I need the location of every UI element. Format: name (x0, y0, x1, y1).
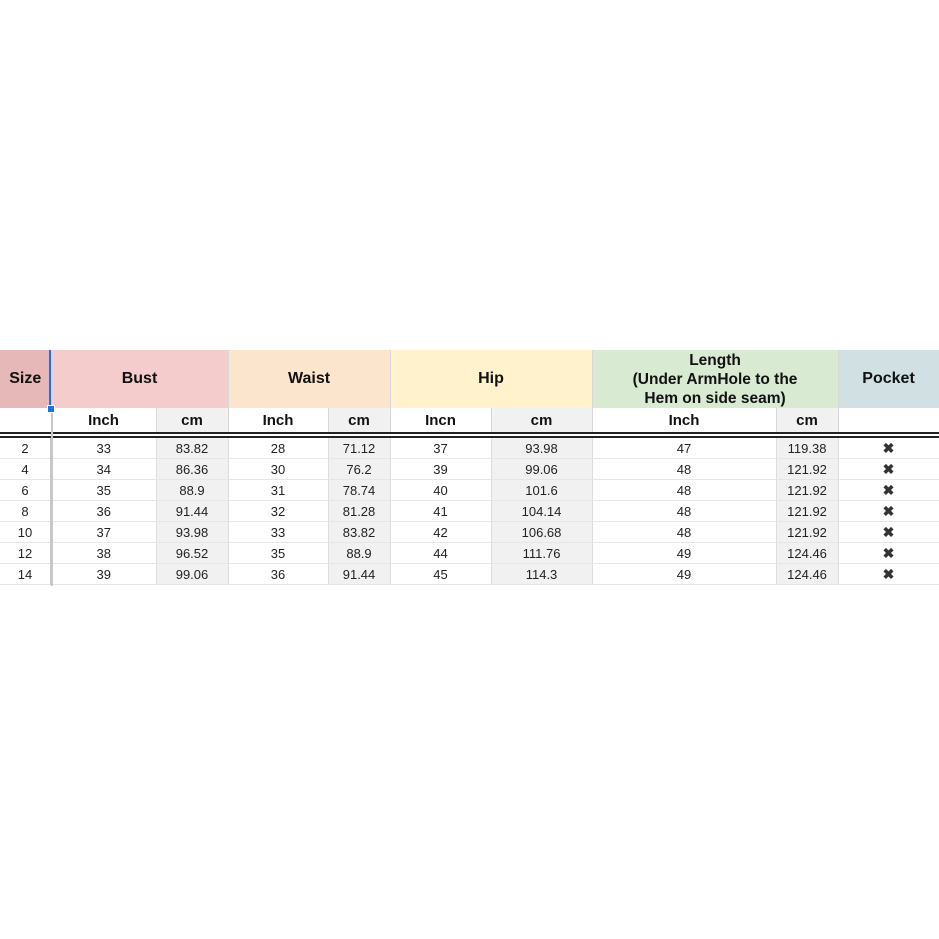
bust-cm-cell[interactable]: 86.36 (156, 459, 228, 480)
length-inch-cell[interactable]: 48 (592, 522, 776, 543)
length-inch-cell[interactable]: 48 (592, 480, 776, 501)
length-cm-cell[interactable]: 121.92 (776, 459, 838, 480)
length-inch-cell[interactable]: 47 (592, 437, 776, 459)
hip-inch-cell[interactable]: 39 (390, 459, 491, 480)
bust-cm-cell[interactable]: 88.9 (156, 480, 228, 501)
hip-cm-cell[interactable]: 114.3 (491, 564, 592, 585)
hip-cm-cell[interactable]: 111.76 (491, 543, 592, 564)
hip-cm-cell[interactable]: 106.68 (491, 522, 592, 543)
table-row (0, 522, 939, 543)
size-chart-table (0, 350, 939, 585)
unit-bust-cm[interactable]: cm (156, 408, 228, 433)
hip-inch-cell[interactable]: 40 (390, 480, 491, 501)
size-chart-sheet (0, 350, 939, 585)
bust-cm-cell[interactable]: 96.52 (156, 543, 228, 564)
frozen-column-divider (51, 408, 53, 586)
hip-inch-cell[interactable]: 41 (390, 501, 491, 522)
size-cell[interactable]: 4 (0, 459, 51, 480)
hip-cm-cell[interactable]: 93.98 (491, 437, 592, 459)
table-row (0, 437, 939, 459)
header-bust[interactable]: Bust (51, 350, 228, 408)
bust-inch-cell[interactable]: 36 (51, 501, 156, 522)
length-inch-cell[interactable]: 49 (592, 543, 776, 564)
waist-inch-cell[interactable]: 30 (228, 459, 328, 480)
pocket-cell[interactable] (838, 543, 939, 564)
bust-inch-cell[interactable]: 38 (51, 543, 156, 564)
hip-inch-cell[interactable]: 37 (390, 437, 491, 459)
hip-inch-cell[interactable]: 42 (390, 522, 491, 543)
size-cell[interactable]: 10 (0, 522, 51, 543)
table-row (0, 543, 939, 564)
header-size[interactable]: Size (0, 350, 51, 408)
waist-cm-cell[interactable]: 78.74 (328, 480, 390, 501)
unit-hip-inch[interactable]: Incn (390, 408, 491, 433)
hip-cm-cell[interactable]: 101.6 (491, 480, 592, 501)
close-icon: ✖ (882, 523, 895, 540)
bust-inch-cell[interactable]: 39 (51, 564, 156, 585)
unit-header-row (0, 408, 939, 433)
unit-pocket-blank[interactable] (838, 408, 939, 433)
bust-cm-cell[interactable]: 99.06 (156, 564, 228, 585)
header-length[interactable]: Length (Under ArmHole to the Hem on side seam) (592, 350, 838, 408)
header-pocket[interactable]: Pocket (838, 350, 939, 408)
data-rows (0, 437, 939, 585)
waist-cm-cell[interactable]: 88.9 (328, 543, 390, 564)
waist-inch-cell[interactable]: 32 (228, 501, 328, 522)
table-row (0, 459, 939, 480)
size-cell[interactable]: 8 (0, 501, 51, 522)
waist-cm-cell[interactable]: 81.28 (328, 501, 390, 522)
table-row (0, 480, 939, 501)
hip-cm-cell[interactable]: 99.06 (491, 459, 592, 480)
close-icon: ✖ (882, 544, 895, 561)
waist-inch-cell[interactable]: 33 (228, 522, 328, 543)
length-cm-cell[interactable]: 121.92 (776, 522, 838, 543)
length-cm-cell[interactable]: 124.46 (776, 564, 838, 585)
close-icon: ✖ (882, 481, 895, 498)
pocket-cell[interactable] (838, 437, 939, 459)
header-hip[interactable]: Hip (390, 350, 592, 408)
pocket-cell[interactable] (838, 522, 939, 543)
hip-inch-cell[interactable]: 45 (390, 564, 491, 585)
waist-inch-cell[interactable]: 31 (228, 480, 328, 501)
length-cm-cell[interactable]: 119.38 (776, 437, 838, 459)
length-cm-cell[interactable]: 121.92 (776, 501, 838, 522)
table-row (0, 501, 939, 522)
close-icon: ✖ (882, 565, 895, 582)
header-waist[interactable]: Waist (228, 350, 390, 408)
length-cm-cell[interactable]: 124.46 (776, 543, 838, 564)
size-cell[interactable]: 6 (0, 480, 51, 501)
hip-inch-cell[interactable]: 44 (390, 543, 491, 564)
length-inch-cell[interactable]: 48 (592, 459, 776, 480)
unit-bust-inch[interactable]: Inch (51, 408, 156, 433)
unit-size-blank[interactable] (0, 408, 51, 433)
waist-inch-cell[interactable]: 28 (228, 437, 328, 459)
waist-cm-cell[interactable]: 91.44 (328, 564, 390, 585)
length-inch-cell[interactable]: 49 (592, 564, 776, 585)
bust-inch-cell[interactable]: 35 (51, 480, 156, 501)
unit-length-inch[interactable]: Inch (592, 408, 776, 433)
table-row (0, 564, 939, 585)
length-inch-cell[interactable]: 48 (592, 501, 776, 522)
pocket-cell[interactable] (838, 459, 939, 480)
bust-cm-cell[interactable]: 91.44 (156, 501, 228, 522)
pocket-cell[interactable] (838, 564, 939, 585)
close-icon: ✖ (882, 439, 895, 456)
waist-cm-cell[interactable]: 83.82 (328, 522, 390, 543)
pocket-cell[interactable] (838, 501, 939, 522)
pocket-cell[interactable] (838, 480, 939, 501)
size-cell[interactable]: 14 (0, 564, 51, 585)
waist-inch-cell[interactable]: 36 (228, 564, 328, 585)
unit-hip-cm[interactable]: cm (491, 408, 592, 433)
length-cm-cell[interactable]: 121.92 (776, 480, 838, 501)
waist-cm-cell[interactable]: 76.2 (328, 459, 390, 480)
group-header-row (0, 350, 939, 408)
size-cell[interactable]: 2 (0, 437, 51, 459)
waist-inch-cell[interactable]: 35 (228, 543, 328, 564)
close-icon: ✖ (882, 460, 895, 477)
close-icon: ✖ (882, 502, 895, 519)
bust-inch-cell[interactable]: 34 (51, 459, 156, 480)
unit-length-cm[interactable]: cm (776, 408, 838, 433)
waist-cm-cell[interactable]: 71.12 (328, 437, 390, 459)
selection-fill-handle[interactable] (47, 405, 55, 413)
hip-cm-cell[interactable]: 104.14 (491, 501, 592, 522)
bust-cm-cell[interactable]: 93.98 (156, 522, 228, 543)
unit-waist-inch[interactable]: Inch (228, 408, 328, 433)
size-cell[interactable]: 12 (0, 543, 51, 564)
bust-inch-cell[interactable]: 33 (51, 437, 156, 459)
bust-inch-cell[interactable]: 37 (51, 522, 156, 543)
unit-waist-cm[interactable]: cm (328, 408, 390, 433)
bust-cm-cell[interactable]: 83.82 (156, 437, 228, 459)
